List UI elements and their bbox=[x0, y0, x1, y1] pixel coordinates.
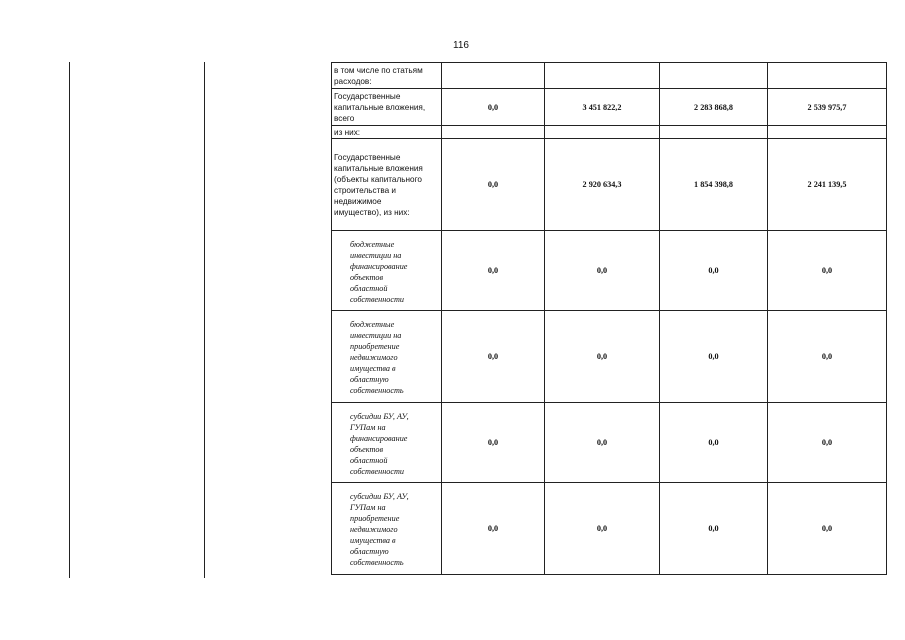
value-cell bbox=[660, 63, 768, 89]
value-cell: 0,0 bbox=[768, 231, 887, 311]
left-column-border bbox=[204, 62, 205, 578]
table-row bbox=[332, 483, 887, 575]
table-row bbox=[332, 311, 887, 403]
value-cell bbox=[768, 63, 887, 89]
value-cell: 0,0 bbox=[768, 483, 887, 575]
value-cell: 0,0 bbox=[768, 403, 887, 483]
table-row bbox=[332, 63, 887, 89]
value-cell bbox=[768, 126, 887, 139]
value-cell bbox=[545, 63, 660, 89]
value-cell: 0,0 bbox=[442, 483, 545, 575]
value-cell: 0,0 bbox=[545, 483, 660, 575]
row-label: бюджетные инвестиции на финансирование объектов областной собственности bbox=[332, 231, 442, 311]
table-row bbox=[332, 89, 887, 126]
value-cell bbox=[660, 126, 768, 139]
value-cell: 0,0 bbox=[545, 311, 660, 403]
value-cell: 2 920 634,3 bbox=[545, 139, 660, 231]
value-cell bbox=[545, 126, 660, 139]
budget-table bbox=[331, 62, 887, 575]
value-cell: 2 283 868,8 bbox=[660, 89, 768, 126]
value-cell: 3 451 822,2 bbox=[545, 89, 660, 126]
value-cell: 0,0 bbox=[442, 403, 545, 483]
row-label: Государственные капитальные вложения, всего bbox=[332, 89, 442, 126]
value-cell: 0,0 bbox=[442, 139, 545, 231]
value-cell: 1 854 398,8 bbox=[660, 139, 768, 231]
row-label: из них: bbox=[332, 126, 442, 139]
row-label: бюджетные инвестиции на приобретение недвижимого имущества в областную собственность bbox=[332, 311, 442, 403]
row-label: субсидии БУ, АУ, ГУПам на финансирование объектов областной собственности bbox=[332, 403, 442, 483]
value-cell: 2 539 975,7 bbox=[768, 89, 887, 126]
table-row bbox=[332, 231, 887, 311]
value-cell: 0,0 bbox=[660, 403, 768, 483]
value-cell: 0,0 bbox=[660, 483, 768, 575]
table-row bbox=[332, 139, 887, 231]
row-label: субсидии БУ, АУ, ГУПам на приобретение недвижимого имущества в областную собственность bbox=[332, 483, 442, 575]
value-cell bbox=[442, 63, 545, 89]
value-cell: 0,0 bbox=[660, 311, 768, 403]
table-row bbox=[332, 403, 887, 483]
value-cell: 0,0 bbox=[442, 231, 545, 311]
value-cell: 0,0 bbox=[442, 89, 545, 126]
table-row bbox=[332, 126, 887, 139]
left-column-border bbox=[69, 62, 70, 578]
value-cell: 0,0 bbox=[545, 403, 660, 483]
value-cell: 0,0 bbox=[545, 231, 660, 311]
value-cell: 0,0 bbox=[442, 311, 545, 403]
value-cell: 2 241 139,5 bbox=[768, 139, 887, 231]
value-cell: 0,0 bbox=[660, 231, 768, 311]
row-label: в том числе по статьям расходов: bbox=[332, 63, 442, 89]
value-cell bbox=[442, 126, 545, 139]
page-number: 116 bbox=[453, 40, 469, 51]
row-label: Государственные капитальные вложения (объекты капитального строительства и недвижимое имущество), из них: bbox=[332, 139, 442, 231]
value-cell: 0,0 bbox=[768, 311, 887, 403]
